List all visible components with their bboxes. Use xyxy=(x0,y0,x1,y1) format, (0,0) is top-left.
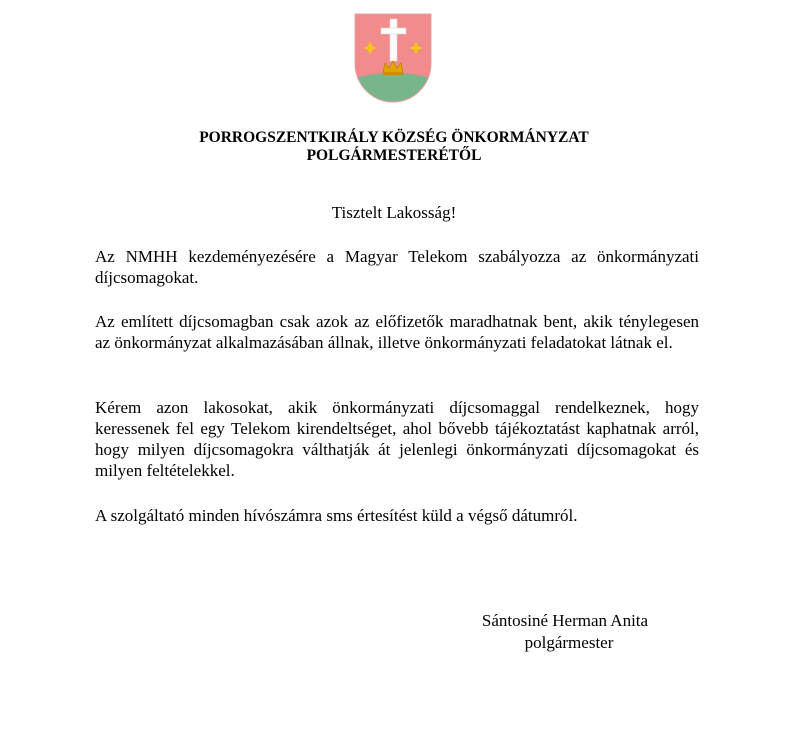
page-title-line-1: PORROGSZENTKIRÁLY KÖZSÉG ÖNKORMÁNYZAT xyxy=(199,129,589,146)
paragraph-2: Az említett díjcsomagban csak azok az előfizetők maradhatnak bent, akik ténylegesen az önkormányzat alkalmazásában állnak, illetve önkormányzati feladatokat látnak el. xyxy=(95,312,699,352)
paragraph-4: A szolgáltató minden hívószámra sms értesítést küld a végső dátumról. xyxy=(95,506,578,525)
coat-of-arms-icon xyxy=(354,13,432,103)
page-title-line-2: POLGÁRMESTERÉTŐL xyxy=(306,147,482,164)
signature-title: polgármester xyxy=(524,633,614,652)
paragraph-3: Kérem azon lakosokat, akik önkormányzati díjcsomaggal rendelkeznek, hogy keressenek fel egy Telekom kirendeltséget, ahol bővebb tájékoztatást kaphatnak arról, hogy milyen díjcsomagokra válthatják át jelenlegi önkormányzati díjcsomagokat és milyen feltételekkel. xyxy=(95,398,699,480)
greeting: Tisztelt Lakosság! xyxy=(331,203,457,222)
paragraph-1: Az NMHH kezdeményezésére a Magyar Telekom szabályozza az önkormányzati díjcsomagokat. xyxy=(95,247,699,287)
signature-name: Sántosiné Herman Anita xyxy=(481,611,649,630)
